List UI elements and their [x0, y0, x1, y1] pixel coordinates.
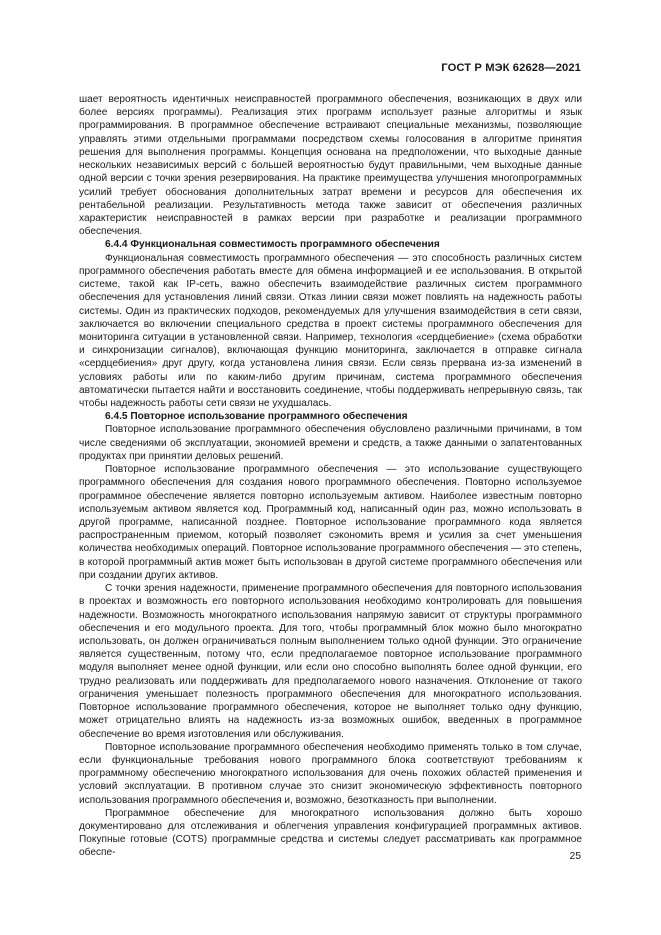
paragraph-reuse-requirements: Повторное использование программного обеспечения необходимо применять только в том случае, если функциональные требования нового программного блока соответствуют требованиям к программному обеспечению многократного использования для очень похожих областей применения и условий эксплуатации. В противном случае это снизит экономическую эффективность повторного использования программного обеспечения и, возможно, безотказность при выполнении. [79, 741, 582, 806]
page-number: 25 [569, 851, 581, 862]
continued-paragraph: шает вероятность идентичных неисправностей программного обеспечения, возникающих в двух или более версиях программы). Реализация этих программ использует разные алгоритмы и язык программирования. В программное обеспечение встраивают специальные механизмы, позволяющие управлять этими отдельными программами посредством схемы голосования в алгоритме принятия решения для выполнения программы. Концепция основана на предположении, что выходные данные нескольких независимых версий с большей вероятностью будут правильными, чем выходные данные одной версии с точки зрения резервирования. На практике преимущества улучшения многопрограммных усилий требует обоснования дополнительных затрат времени и ресурсов для обеспечения их рентабельной реализации. Результативность метода также зависит от обеспечения различных характеристик неисправностей в рамках версии при разработке и реализации программного обеспечения. [79, 94, 582, 238]
section-heading-6-4-5: 6.4.5 Повторное использование программного обеспечения [105, 411, 408, 423]
body-text [79, 93, 582, 860]
paragraph-reuse-dependability: С точки зрения надежности, применение программного обеспечения для повторного использования в проектах и возможность его повторного использования необходимо контролировать для повышения надежности. Возможность многократного использования напрямую зависит от структуры программного обеспечения и его модульного проекта. Для того, чтобы программный блок можно было многократно использовать, он должен ограничиваться полным выполнением только одной функции. Это ограничение является существенным, потому что, если предполагаемое повторное использование программного модуля выполняет менее одной функции, или если оно способно выполнять более одной функции, его трудно реализовать или поддерживать для предполагаемого нового назначения. Отклонение от такого ограничения уменьшает полезность программного обеспечения для многократного использования. Повторное использование программного обеспечения, которое не выполняет только одну функцию, может отрицательно влиять на надежность из-за возможных ошибок, введенных в программное обеспечение во время изготовления или обслуживания. [79, 583, 582, 740]
section-heading-6-4-4: 6.4.4 Функциональная совместимость программного обеспечения [105, 239, 440, 251]
paragraph-reuse-reasons: Повторное использование программного обеспечения обусловлено различными причинами, в том числе сведениями об эксплуатации, экономией времени и средств, а также данными о запатентованных продуктах при принятии деловых решений. [79, 424, 582, 462]
paragraph-reuse-documentation: Программное обеспечение для многократного использования должно быть хорошо документировано для отслеживания и облегчения управления конфигурацией программных активов. Покупные готовые (COTS) программные средства и системы следует рассматривать как программное обеспе- [79, 807, 582, 859]
paragraph-reuse-definition: Повторное использование программного обеспечения — это использование существующего программного обеспечения для создания нового программного обеспечения. Повторно используемое программное обеспечение является повторно используемым активом. Наиболее известным повторно используемым активом является код. Программный код, написанный один раз, можно использовать в другой программе, написанной позднее. Повторное использование программного кода является распространенным приемом, который позволяет сэкономить время и усилия за счет уменьшения количества необходимых операций. Повторное использование программного обеспечения — это степень, в которой программный актив может быть использован в другой системе программного обеспечения или при создании других активов. [79, 464, 582, 581]
standard-code-header: ГОСТ Р МЭК 62628—2021 [441, 62, 581, 74]
paragraph-interoperability: Функциональная совместимость программного обеспечения — это способность различных систем программного обеспечения работать вместе для обмена информацией и ее использования. В открытой системе, такой как IP-сеть, важно обеспечить взаимодействие различных систем программного обеспечения для установления линий связи. Отказ линии связи может повлиять на надежность работы системы. Один из практических подходов, рекомендуемых для улучшения взаимодействия в сети связи, заключается во включении специального средства в проект системы программного обеспечения для мониторинга ситуации в установленной связи. Например, технология «сердцебиение» (схема обработки и синхронизации сигналов), включающая функцию мониторинга, заключается в отправке сигнала «сердцебиения» друг другу, когда установлена линия связи. Если связь прервана из-за изменений в условиях работы или по каким-либо другим причинам, система программного обеспечения автоматически пытается найти и восстановить соединение, чтобы поддерживать непрерывную связь, так чтобы надежность работы сети связи не ухудшалась. [79, 252, 582, 410]
